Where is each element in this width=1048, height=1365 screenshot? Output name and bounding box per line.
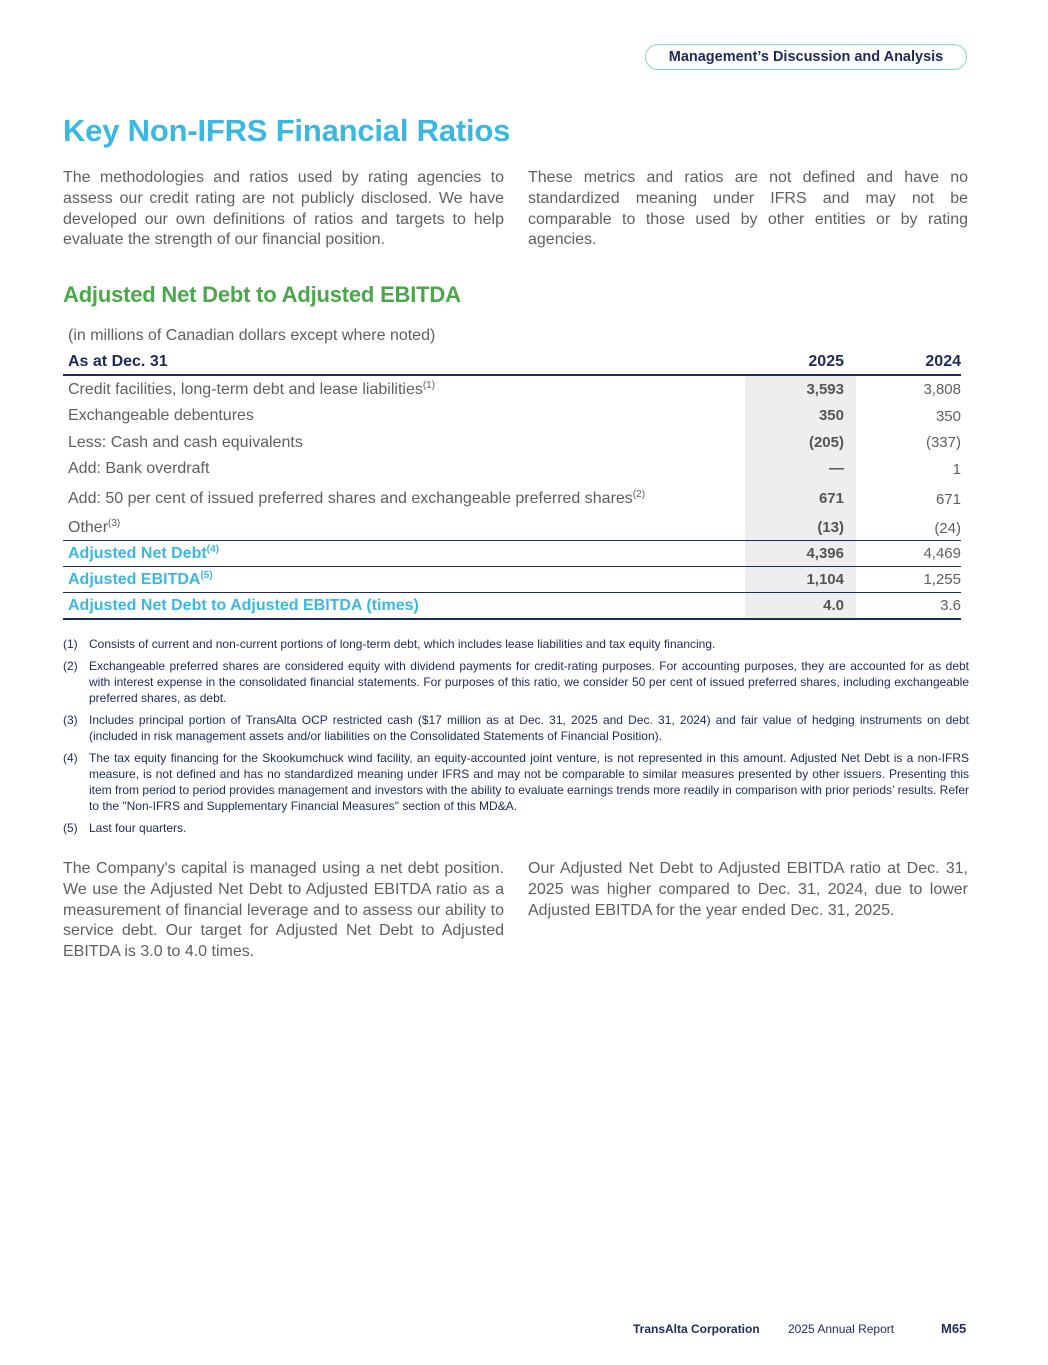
value-2024: 1 xyxy=(952,460,961,478)
intro-paragraph-right: These metrics and ratios are not defined and have no standardized meaning under IFRS and may not be comparable to those used by other entities or by rating agencies. xyxy=(528,169,968,249)
table-row xyxy=(63,403,961,429)
body-paragraph-right: Our Adjusted Net Debt to Adjusted EBITDA ratio at Dec. 31, 2025 was higher compared to Dec. 31, 2024, due to lower Adjusted EBITDA for the year ended Dec. 31, 2025. xyxy=(528,860,968,919)
table-row xyxy=(63,516,961,541)
row-footnote-ref: (2) xyxy=(632,489,646,500)
value-2024: 4,469 xyxy=(923,545,961,562)
footer-page-number: M65 xyxy=(941,1321,967,1336)
row-label: Exchangeable debentures xyxy=(68,407,254,424)
table-units-note: (in millions of Canadian dollars except where noted) xyxy=(68,327,436,344)
footnote-text: Exchangeable preferred shares are considered equity with dividend payments for credit-rating purposes. For accounting purposes, they are accounted for as debt with interest expense in the consolidated financial statements. For purposes of this ratio, we consider 50 per cent of issued preferred shares, including exchangeable preferred shares, as debt. xyxy=(89,659,969,705)
value-2024: 350 xyxy=(935,407,961,425)
value-2025: 4.0 xyxy=(823,596,844,614)
value-2025: 350 xyxy=(818,407,844,424)
table-row xyxy=(63,376,961,403)
section-badge: Management’s Discussion and Analysis xyxy=(645,44,967,70)
table-row-total xyxy=(63,593,961,620)
footnote xyxy=(63,820,969,836)
table-row xyxy=(63,429,961,456)
footnote-number: (1) xyxy=(63,637,78,651)
table-header-row xyxy=(63,350,961,376)
row-label: Adjusted EBITDA xyxy=(68,570,201,588)
value-2024: 671 xyxy=(935,490,961,508)
footer-company: TransAlta Corporation xyxy=(633,1322,760,1336)
body-paragraph-left: The Company's capital is managed using a net debt position. We use the Adjusted Net Debt to Adjusted EBITDA ratio as a measurement of financial leverage and to assess our ability to service debt. Our target for Adjusted Net Debt to Adjusted EBITDA is 3.0 to 4.0 times. xyxy=(63,860,504,961)
header-2025: 2025 xyxy=(808,353,844,370)
row-label: Adjusted Net Debt to Adjusted EBITDA (times) xyxy=(68,596,419,614)
section-subtitle: Adjusted Net Debt to Adjusted EBITDA xyxy=(63,282,461,307)
footnote-number: (4) xyxy=(63,751,78,765)
footnote-number: (5) xyxy=(63,821,78,835)
row-footnote-ref: (4) xyxy=(206,543,219,555)
footnote-number: (3) xyxy=(63,713,78,727)
footnote-text: The tax equity financing for the Skookumchuck wind facility, an equity-accounted joint venture, is not represented in this amount. Adjusted Net Debt is a non-IFRS measure, is not defined and has no standardized meaning under IFRS and may not be comparable to similar measures presented by other issuers. Presenting this item from period to period provides management and investors with the ability to evaluate earnings trends more readily in comparison with prior periods’ results. Refer to the "Non-IFRS and Supplementary Financial Measures" section of this MD&A. xyxy=(89,751,969,813)
header-label: As at Dec. 31 xyxy=(68,353,168,370)
footnote-text: Includes principal portion of TransAlta OCP restricted cash ($17 million as at Dec. 31, 2025 and Dec. 31, 2024) and fair value of hedging instruments on debt (included in risk management assets and/or liabilities on the Consolidated Statements of Financial Position). xyxy=(89,713,969,743)
footnotes xyxy=(63,636,969,842)
row-label: Add: 50 per cent of issued preferred shares and exchangeable preferred shares xyxy=(68,490,633,507)
footnote xyxy=(63,658,969,706)
row-footnote-ref: (1) xyxy=(422,379,436,391)
value-2025: (205) xyxy=(808,433,844,451)
value-2024: 3.6 xyxy=(940,597,961,614)
footnote-text: Consists of current and non-current portions of long-term debt, which includes lease liabilities and tax equity financing. xyxy=(89,637,716,651)
table-row-total xyxy=(63,567,961,593)
row-footnote-ref: (3) xyxy=(108,518,121,529)
value-2025: 671 xyxy=(818,490,844,507)
value-2024: 1,255 xyxy=(923,571,961,588)
table-row xyxy=(63,482,961,516)
row-label: Add: Bank overdraft xyxy=(68,460,210,477)
table-row xyxy=(63,456,961,482)
value-2025: 3,593 xyxy=(806,380,844,398)
ratio-table xyxy=(63,350,961,620)
table-row-total xyxy=(63,541,961,567)
header-2024: 2024 xyxy=(925,353,961,370)
value-2025: — xyxy=(829,460,844,477)
value-2025: 1,104 xyxy=(806,570,844,588)
value-2025: 4,396 xyxy=(806,544,844,562)
value-2024: (337) xyxy=(925,434,961,451)
footnote xyxy=(63,712,969,744)
value-2024: 3,808 xyxy=(923,381,961,398)
footnote-number: (2) xyxy=(63,659,78,673)
row-label: Less: Cash and cash equivalents xyxy=(68,433,303,451)
row-label: Other xyxy=(68,519,109,536)
value-2024: (24) xyxy=(934,519,961,537)
value-2025: (13) xyxy=(817,519,844,536)
row-label: Adjusted Net Debt xyxy=(68,544,207,562)
footnote-text: Last four quarters. xyxy=(89,821,187,835)
page-title: Key Non-IFRS Financial Ratios xyxy=(63,113,511,148)
footnote xyxy=(63,750,969,814)
footer-report: 2025 Annual Report xyxy=(788,1322,895,1336)
footnote xyxy=(63,636,969,652)
row-label: Credit facilities, long-term debt and lease liabilities xyxy=(68,380,423,398)
intro-paragraph-left: The methodologies and ratios used by rating agencies to assess our credit rating are not publicly disclosed. We have developed our own definitions of ratios and targets to help evaluate the strength of our financial position. xyxy=(63,169,504,249)
row-footnote-ref: (5) xyxy=(200,569,213,581)
